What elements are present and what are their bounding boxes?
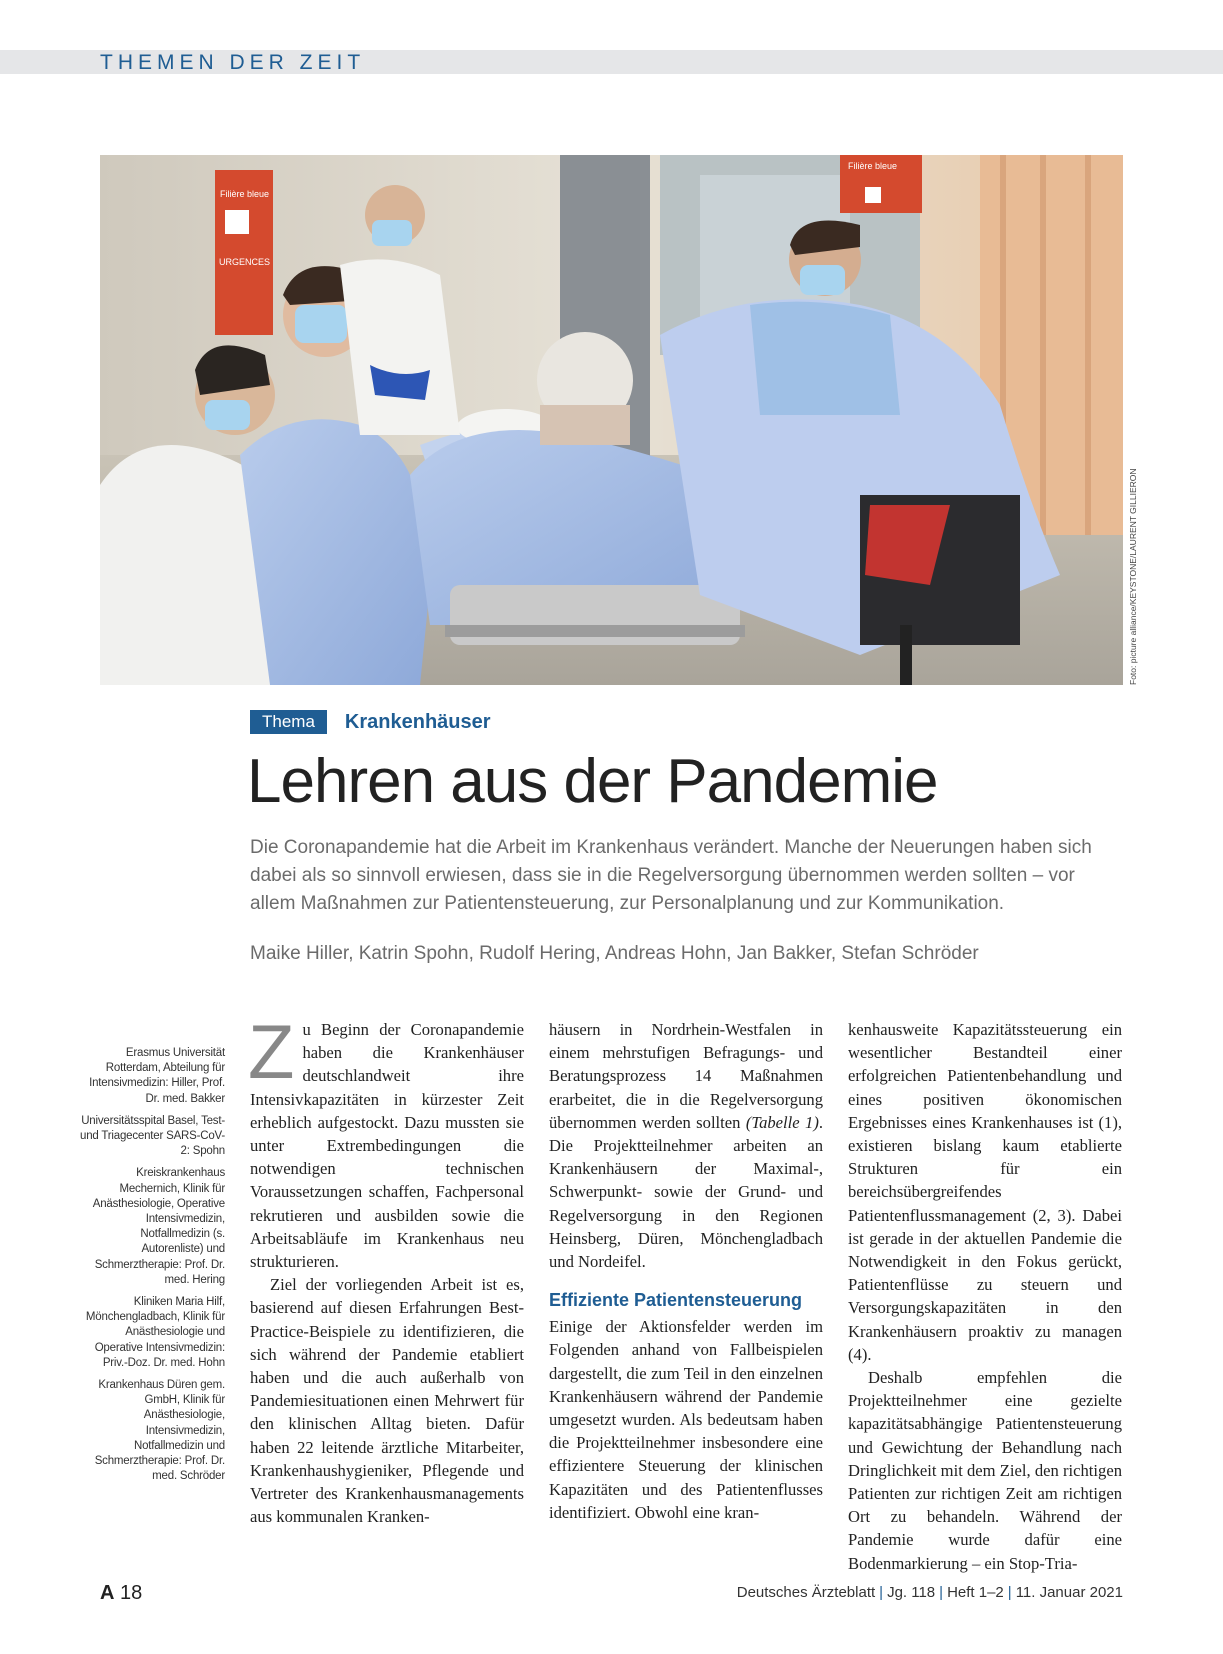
body-column-3 <box>848 1018 1122 1575</box>
sign-text-urgences: URGENCES <box>219 257 271 267</box>
paragraph-text: häusern in Nordrhein-Westfalen in einem mehrstufigen Befragungs- und Beratungsprozess 14 Maßnahmen erarbeitet, die in die Regelversorgung übernommen werden sollten <box>549 1020 823 1132</box>
affiliation: Universitätsspital Basel, Test- und Triagecenter SARS-CoV-2: Spohn <box>80 1114 226 1158</box>
journal-volume: Jg. 118 <box>887 1584 936 1601</box>
affiliation: Erasmus Universität Rotterdam, Abteilung für Intensivmedizin: Hiller, Prof. Dr. med. Bakker <box>89 1047 225 1105</box>
section-label: THEMEN DER ZEIT <box>100 51 366 74</box>
body-paragraph: Ziel der vorliegenden Arbeit ist es, basierend auf diesen Erfahrungen Best-Practice-Beispiele zu identifizieren, die sich während der Pandemie etabliert haben und die auch außerhalb von Pandemiesituationen einen Mehrwert für den klinischen Alltag bieten. Dafür haben 22 leitende ärztliche Mitarbeiter, Krankenhaushygieniker, Pflegende und Vertreter des Krankenhausmanagements aus kommunalen Kranken- <box>250 1275 524 1527</box>
journal-footer <box>737 1584 1123 1601</box>
table-reference: (Tabelle 1) <box>745 1112 819 1132</box>
body-paragraph: Deshalb empfehlen die Projektteilnehmer eine gezielte kapazitätsabhängige Patientensteuerung und Gewichtung der Behandlung nach Dringlichkeit mit dem Ziel, den richtigen Patienten zur richtigen Zeit am richtigen Ort zu behandeln. Während der Pandemie wurde dafür eine Bodenmarkierung – ein Stop-Tria- <box>848 1368 1122 1573</box>
footer-separator: | <box>879 1584 884 1601</box>
sign-text-left: Filière bleue <box>220 189 270 199</box>
paragraph-text: . Die Projektteilnehmer arbeiten an Krankenhäusern der Maximal-, Schwerpunkt- sowie der Grund- und Regelversorgung in den Regionen Heinsberg, Düren, Mönchengladbach und Nordeifel. <box>549 1112 823 1272</box>
article-authors: Maike Hiller, Katrin Spohn, Rudolf Hering, Andreas Hohn, Jan Bakker, Stefan Schröder <box>250 943 979 964</box>
body-column-1 <box>248 1010 524 1528</box>
body-paragraph <box>248 1010 524 1273</box>
affiliation: Kreiskrankenhaus Mechernich, Klinik für Anästhesiologie, Operative Intensivmedizin, Notfallmedizin (s. Autorenliste) und Schmerztherapie: Prof. Dr. med. Hering <box>92 1167 225 1286</box>
topic-label: Krankenhäuser <box>344 710 491 733</box>
journal-issue: Heft 1–2 <box>947 1584 1004 1601</box>
footer-separator: | <box>1007 1584 1012 1601</box>
page-prefix: A <box>100 1582 115 1604</box>
drop-cap: Z <box>248 1010 295 1095</box>
kicker <box>250 710 491 734</box>
subheading: Effiziente Patientensteuerung <box>549 1290 803 1311</box>
article-title: Lehren aus der Pandemie <box>247 747 938 816</box>
affiliation: Kliniken Maria Hilf, Mönchengladbach, Klinik für Anästhesiologie und Operative Intensivmedizin: Priv.-Doz. Dr. med. Hohn <box>85 1296 225 1369</box>
footer-separator: | <box>939 1584 944 1601</box>
body-paragraph <box>549 1018 823 1273</box>
body-column-2 <box>549 1018 823 1524</box>
sign-filiere-bleue-right <box>840 155 922 213</box>
page-number-value: 18 <box>120 1582 143 1604</box>
paragraph-text: u Beginn der Coronapandemie haben die Krankenhäuser deutschlandweit ihre Intensivkapazitäten in kürzester Zeit erheblich aufgestockt. Dazu mussten sie unter Extrembedingungen die notwendigen technischen Voraussetzungen schaffen, Fachpersonal rekrutieren und ausbilden sowie die Arbeitsabläufe im Krankenhaus neu strukturieren. <box>250 1020 524 1272</box>
body-paragraph: Einige der Aktionsfelder werden im Folgenden anhand von Fallbeispielen dargestellt, die zum Teil in den einzelnen Krankenhäusern während der Pandemie umgesetzt wurden. Als bedeutsam haben die Projektteilnehmer insbesondere eine effizientere Steuerung der klinischen Kapazitäten und des Patientenflusses identifiziert. Obwohl eine kran- <box>549 1317 823 1522</box>
body-paragraph: kenhausweite Kapazitätssteuerung ein wesentlicher Bestandteil einer erfolgreichen Patientenbehandlung und eines positiven ökonomischen Ergebnisses eines Krankenhauses ist (1), existieren bislang kaum etablierte Strukturen für ein bereichsübergreifendes Patientenflussmanagement (2, 3). Dabei ist gerade in der aktuellen Pandemie die Notwendigkeit in den Fokus gerückt, Patientenflüsse zu steuern und Versorgungskapazitäten in den Krankenhäusern proaktiv zu managen (4). <box>848 1020 1122 1364</box>
sign-text-right: Filière bleue <box>848 161 898 171</box>
journal-name: Deutsches Ärzteblatt <box>736 1584 876 1601</box>
journal-date: 11. Januar 2021 <box>1015 1584 1123 1601</box>
photo-credit: Foto: picture alliance/KEYSTONE/LAURENT GILLIERON <box>1128 468 1138 685</box>
affiliation: Krankenhaus Düren gem. GmbH, Klinik für Anästhesiologie, Intensivmedizin, Notfallmedizin und Schmerztherapie: Prof. Dr. med. Schröder <box>94 1379 225 1483</box>
page-number <box>100 1582 142 1605</box>
article-lead: Die Coronapandemie hat die Arbeit im Krankenhaus verändert. Manche der Neuerungen haben sich dabei als so sinnvoll erwiesen, dass sie in die Regelversorgung übernommen werden sollten – vor allem Maßnahmen zur Patientensteuerung, zur Personalplanung und zur Kommunikation. <box>250 837 1092 914</box>
article-photo <box>100 155 1123 685</box>
sign-filiere-bleue-left <box>215 170 273 335</box>
topic-tag: Thema <box>250 710 327 734</box>
author-affiliations <box>80 1046 225 1491</box>
